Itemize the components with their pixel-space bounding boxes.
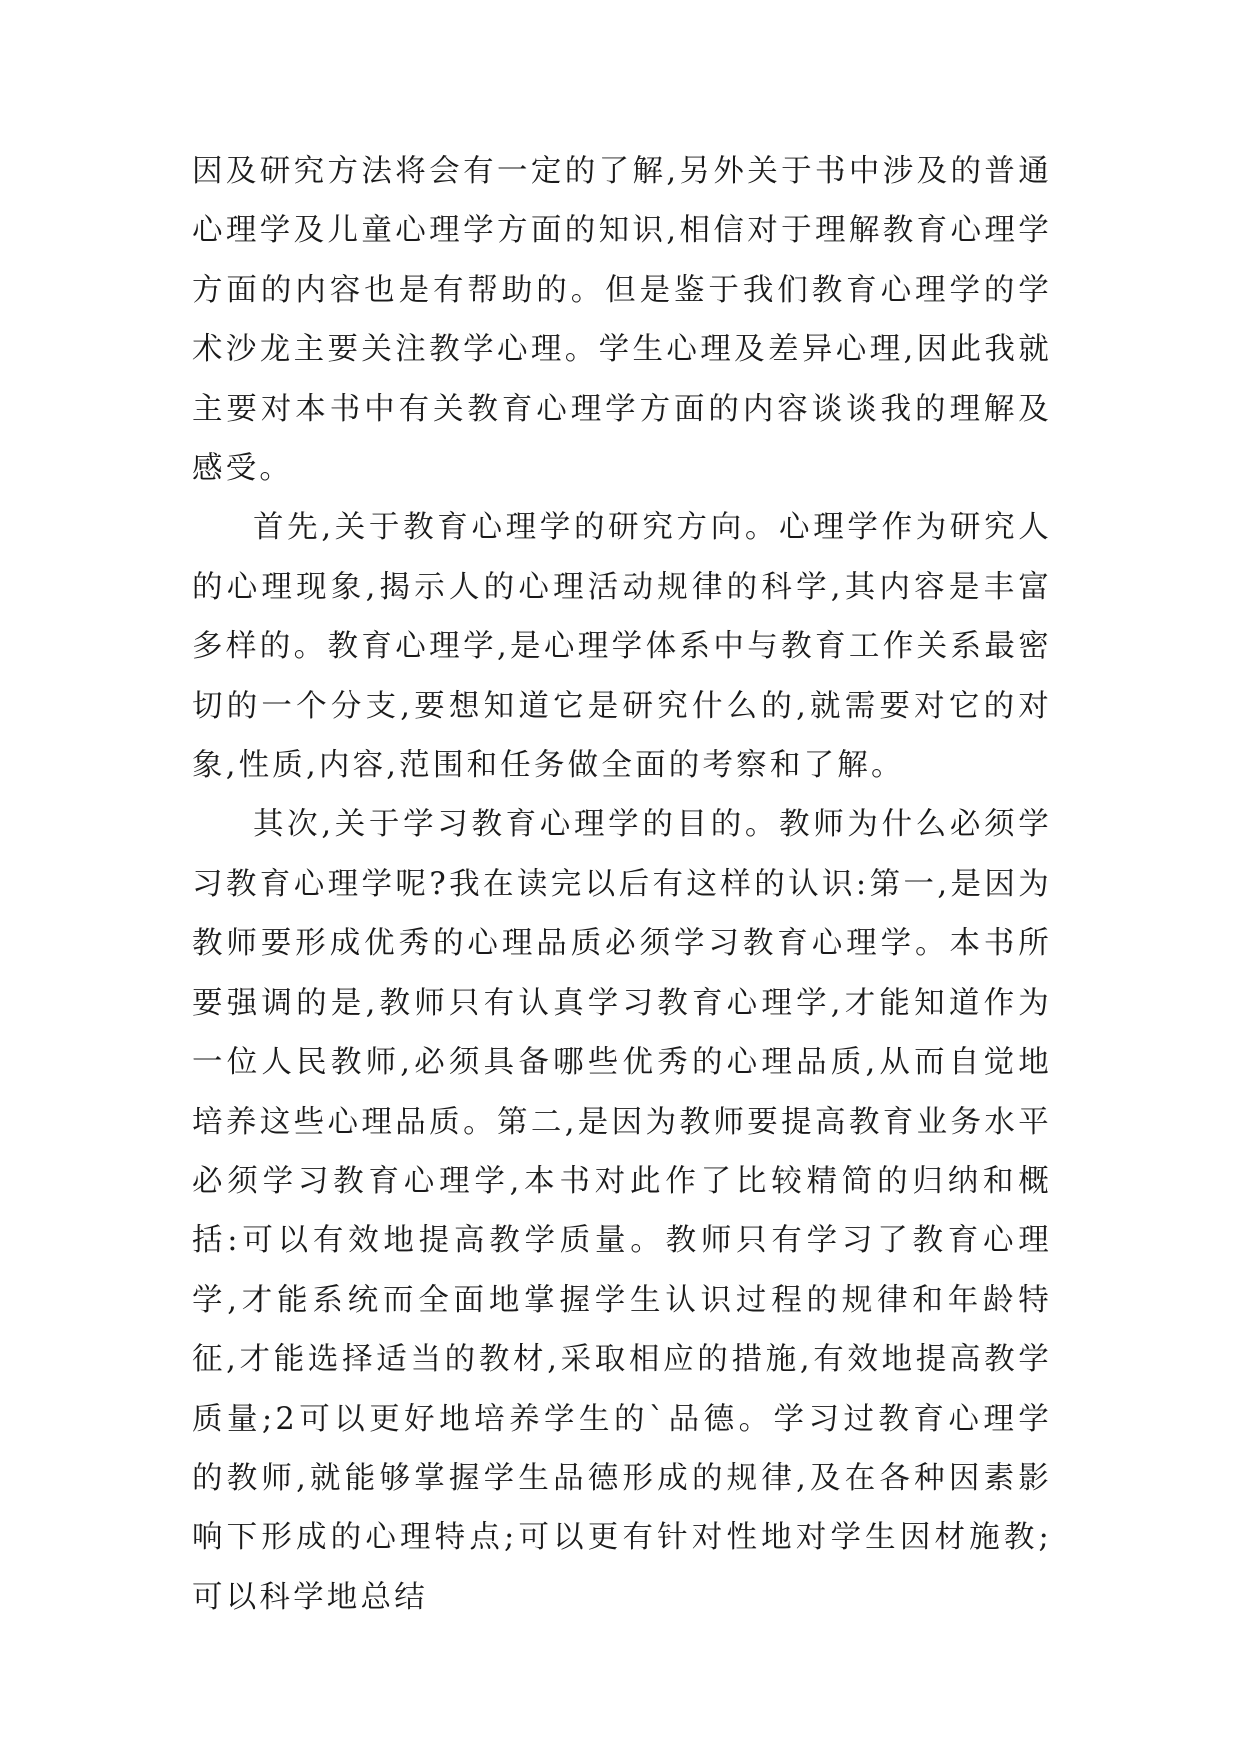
document-body	[192, 142, 1052, 1627]
paragraph-continuation: 因及研究方法将会有一定的了解,另外关于书中涉及的普通心理学及儿童心理学方面的知识,相信对于理解教育心理学方面的内容也是有帮助的。但是鉴于我们教育心理学的学术沙龙主要关注教学心理。学生心理及差异心理,因此我就主要对本书中有关教育心理学方面的内容谈谈我的理解及感受。	[192, 154, 1052, 487]
paragraph-research-direction: 首先,关于教育心理学的研究方向。心理学作为研究人的心理现象,揭示人的心理活动规律的科学,其内容是丰富多样的。教育心理学,是心理学体系中与教育工作关系最密切的一个分支,要想知道它是研究什么的,就需要对它的对象,性质,内容,范围和任务做全面的考察和了解。	[192, 510, 1052, 784]
paragraph-learning-purpose: 其次,关于学习教育心理学的目的。教师为什么必须学习教育心理学呢?我在读完以后有这样的认识:第一,是因为教师要形成优秀的心理品质必须学习教育心理学。本书所要强调的是,教师只有认真学习教育心理学,才能知道作为一位人民教师,必须具备哪些优秀的心理品质,从而自觉地培养这些心理品质。第二,是因为教师要提高教育业务水平必须学习教育心理学,本书对此作了比较精简的归纳和概括:可以有效地提高教学质量。教师只有学习了教育心理学,才能系统而全面地掌握学生认识过程的规律和年龄特征,才能选择适当的教材,采取相应的措施,有效地提高教学质量;2可以更好地培养学生的`品德。学习过教育心理学的教师,就能够掌握学生品德形成的规律,及在各种因素影响下形成的心理特点;可以更有针对性地对学生因材施教;可以科学地总结	[192, 807, 1052, 1615]
